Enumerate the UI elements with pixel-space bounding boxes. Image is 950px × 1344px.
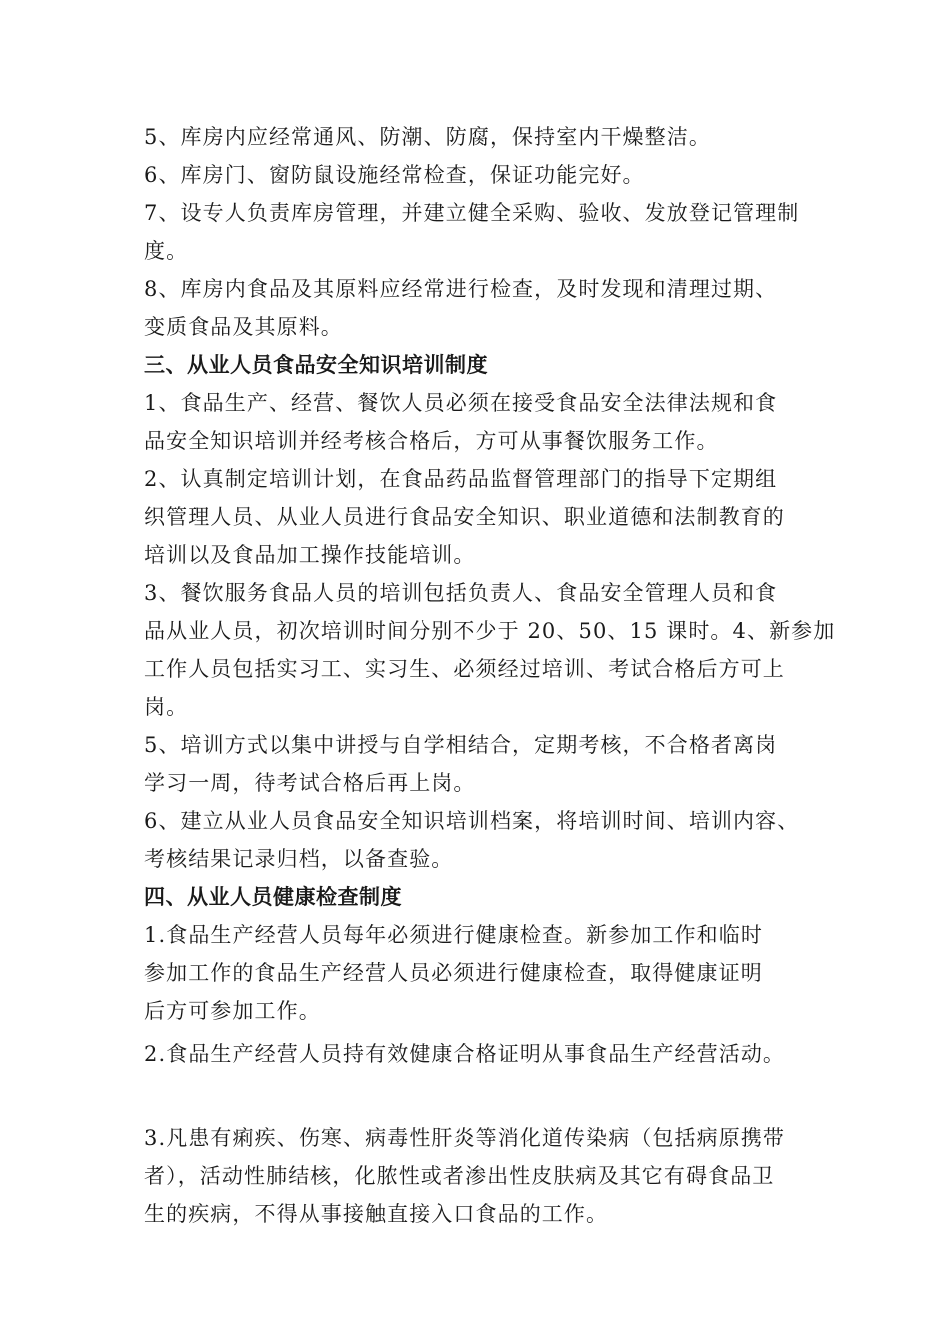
- section-4-heading: 四、从业人员健康检查制度: [144, 884, 402, 909]
- training-rule-5-line-1: 5、培训方式以集中讲授与自学相结合，定期考核，不合格者离岗: [144, 733, 778, 757]
- health-rule-3-line-2: 者），活动性肺结核，化脓性或者渗出性皮肤病及其它有碍食品卫: [144, 1164, 775, 1188]
- training-rule-3-line-1: 3、餐饮服务食品人员的培训包括负责人、食品安全管理人员和食: [144, 581, 778, 605]
- health-rule-2-line: 2.食品生产经营人员持有效健康合格证明从事食品生产经营活动。: [144, 1042, 786, 1066]
- health-rule-1-line-2: 参加工作的食品生产经营人员必须进行健康检查，取得健康证明: [144, 961, 763, 985]
- health-rule-1-line-3: 后方可参加工作。: [144, 999, 321, 1023]
- training-rule-1-line-2: 品安全知识培训并经考核合格后，方可从事餐饮服务工作。: [144, 429, 719, 453]
- storage-rule-6-line: 6、库房门、窗防鼠设施经常检查，保证功能完好。: [144, 163, 645, 187]
- health-rule-3-line-1: 3.凡患有痢疾、伤寒、病毒性肝炎等消化道传染病（包括病原携带: [144, 1126, 786, 1150]
- storage-rule-7-line-1: 7、设专人负责库房管理，并建立健全采购、验收、发放登记管理制: [144, 201, 800, 225]
- health-rule-3-line-3: 生的疾病，不得从事接触直接入口食品的工作。: [144, 1202, 609, 1226]
- storage-rule-7-line-2: 度。: [144, 239, 189, 263]
- training-rule-6-line-1: 6、建立从业人员食品安全知识培训档案，将培训时间、培训内容、: [144, 809, 800, 833]
- training-rule-4-line-2: 岗。: [144, 695, 189, 719]
- training-rule-6-line-2: 考核结果记录归档，以备查验。: [144, 847, 454, 871]
- storage-rule-8-line-1: 8、库房内食品及其原料应经常进行检查，及时发现和清理过期、: [144, 277, 778, 301]
- training-rule-2-line-1: 2、认真制定培训计划，在食品药品监督管理部门的指导下定期组: [144, 467, 778, 491]
- health-rule-1-line-1: 1.食品生产经营人员每年必须进行健康检查。新参加工作和临时: [144, 923, 763, 947]
- storage-rule-5-line: 5、库房内应经常通风、防潮、防腐，保持室内干燥整洁。: [144, 125, 711, 149]
- training-rule-2-line-2: 织管理人员、从业人员进行食品安全知识、职业道德和法制教育的: [144, 505, 785, 529]
- training-rule-3-line-2: 品从业人员，初次培训时间分别不少于 20、50、15 课时。4、新参加: [144, 619, 836, 643]
- training-rule-2-line-3: 培训以及食品加工操作技能培训。: [144, 543, 476, 567]
- training-rule-4-line-1: 工作人员包括实习工、实习生、必须经过培训、考试合格后方可上: [144, 657, 785, 681]
- training-rule-5-line-2: 学习一周，待考试合格后再上岗。: [144, 771, 476, 795]
- section-3-heading: 三、从业人员食品安全知识培训制度: [144, 352, 488, 377]
- storage-rule-8-line-2: 变质食品及其原料。: [144, 315, 343, 339]
- training-rule-1-line-1: 1、食品生产、经营、餐饮人员必须在接受食品安全法律法规和食: [144, 391, 778, 415]
